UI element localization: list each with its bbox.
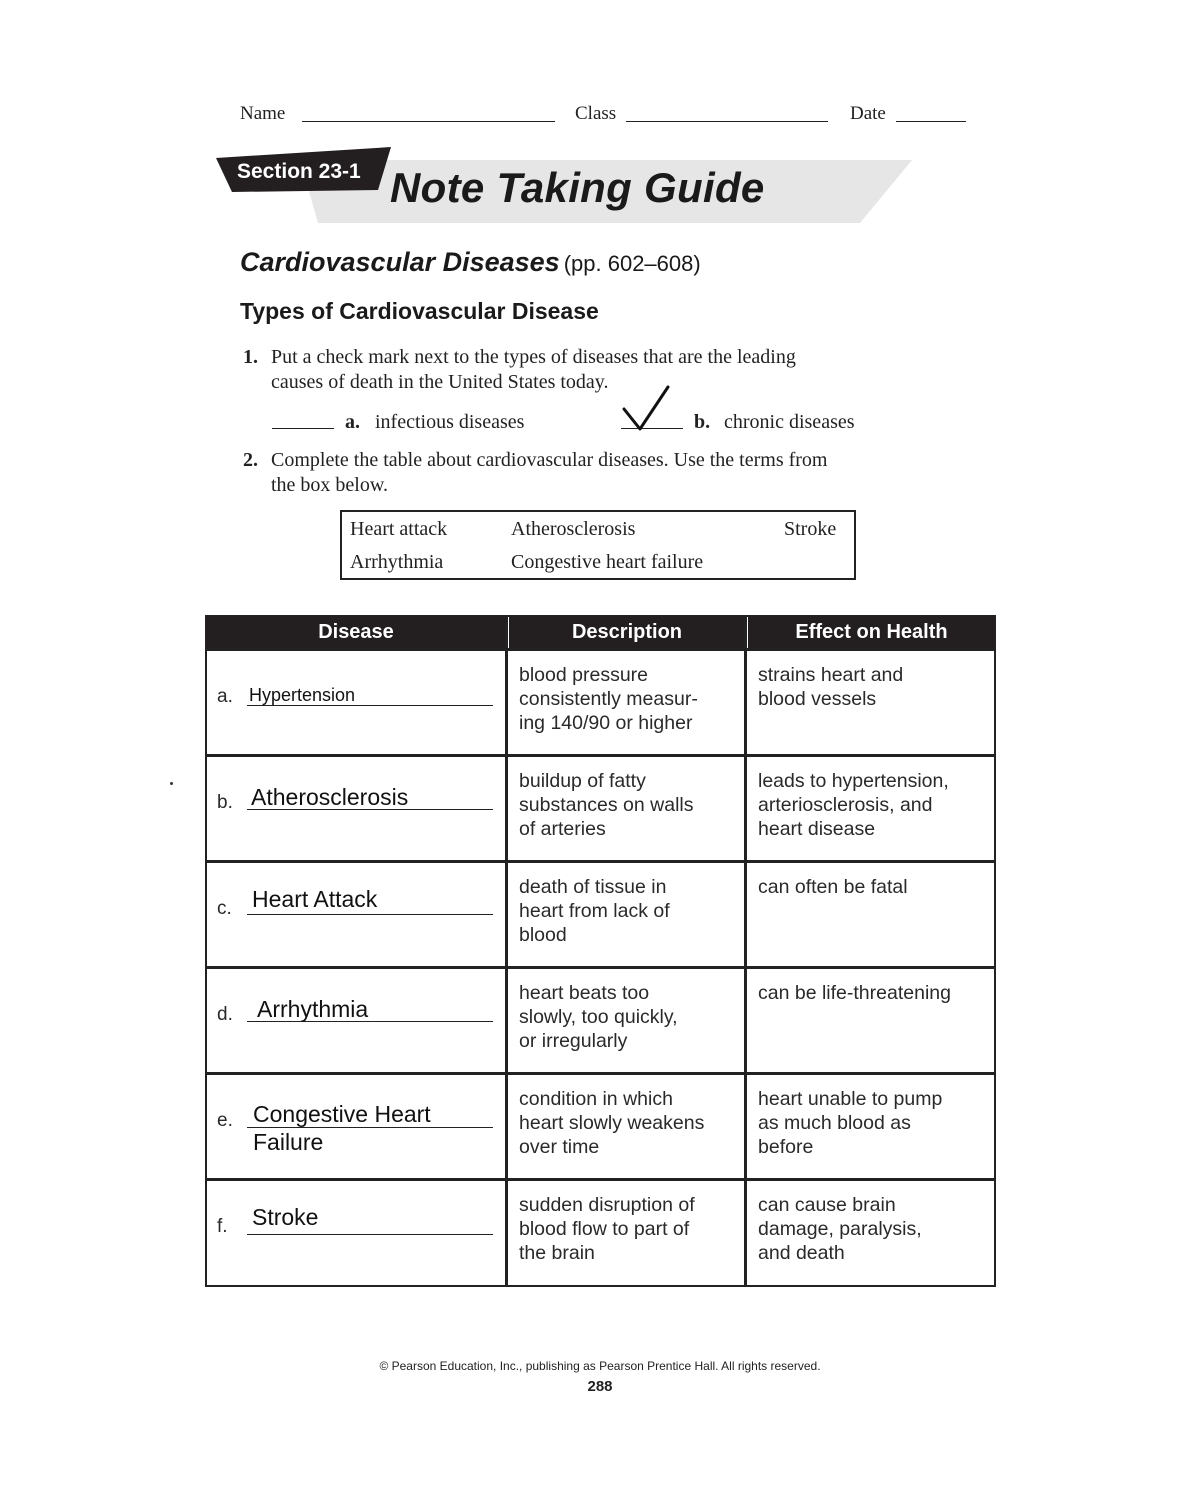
answer-text: Arrhythmia: [257, 996, 369, 1022]
row-letter: f.: [217, 1216, 228, 1237]
description-cell: blood pressure consistently measur- ing 140/90 or higher: [519, 664, 698, 734]
stray-dot: [170, 782, 173, 785]
row-divider: [205, 860, 996, 863]
answer-text: Atherosclerosis: [251, 784, 409, 810]
effect-cell: leads to hypertension, arteriosclerosis, and heart disease: [758, 770, 949, 840]
answer-field[interactable]: [247, 914, 493, 915]
description-cell: condition in which heart slowly weakens over time: [519, 1088, 705, 1158]
answer-field[interactable]: [247, 1234, 493, 1235]
class-label: Class: [575, 103, 617, 124]
term-arrhythmia: Arrhythmia: [350, 551, 444, 573]
row-divider: [205, 754, 996, 757]
page-number: 288: [587, 1378, 613, 1395]
question-2-text-line1: Complete the table about cardiovascular diseases. Use the terms from: [271, 449, 828, 471]
answer-text: Stroke: [252, 1204, 319, 1230]
name-label: Name: [240, 103, 286, 124]
column-header-description: Description: [509, 616, 745, 649]
option-b-text: chronic diseases: [724, 411, 855, 433]
answer-text: Congestive Heart: [253, 1101, 431, 1127]
answer-text: Heart Attack: [252, 886, 378, 912]
row-letter: b.: [217, 792, 233, 813]
checkmark-icon: [618, 383, 674, 433]
description-cell: heart beats too slowly, too quickly, or irregularly: [519, 982, 678, 1052]
term-atherosclerosis: Atherosclerosis: [511, 518, 636, 540]
option-a-text: infectious diseases: [375, 411, 525, 433]
description-cell: death of tissue in heart from lack of blood: [519, 876, 670, 946]
section-tag: Section 23-1: [237, 160, 361, 183]
chapter-heading: [240, 247, 701, 278]
chapter-pages: (pp. 602–608): [563, 251, 701, 276]
section-subheading: Types of Cardiovascular Disease: [240, 298, 599, 324]
question-2-text-line2: the box below.: [271, 474, 389, 496]
term-heart-attack: Heart attack: [350, 518, 448, 540]
term-stroke: Stroke: [784, 518, 837, 540]
row-letter: d.: [217, 1004, 233, 1025]
column-divider: [744, 615, 747, 1287]
column-divider: [505, 615, 508, 1287]
option-a-blank[interactable]: [272, 428, 334, 429]
answer-text-line2: Failure: [253, 1129, 324, 1155]
description-cell: sudden disruption of blood flow to part of the brain: [519, 1194, 695, 1264]
row-letter: a.: [217, 686, 233, 707]
option-b-letter: b.: [694, 411, 711, 433]
row-letter: c.: [217, 898, 232, 919]
effect-cell: can often be fatal: [758, 876, 908, 898]
question-1-text-line1: Put a check mark next to the types of diseases that are the leading: [271, 346, 796, 368]
copyright-notice: © Pearson Education, Inc., publishing as Pearson Prentice Hall. All rights reserved.: [379, 1359, 821, 1373]
question-2-number: 2.: [243, 449, 258, 471]
term-congestive-heart-failure: Congestive heart failure: [511, 551, 704, 573]
page-title: Note Taking Guide: [390, 164, 765, 211]
column-header-effect: Effect on Health: [748, 616, 995, 649]
effect-cell: can be life-threatening: [758, 982, 951, 1004]
description-cell: buildup of fatty substances on walls of arteries: [519, 770, 694, 840]
date-label: Date: [850, 103, 886, 124]
row-divider: [205, 1072, 996, 1075]
row-divider: [205, 648, 996, 651]
row-divider: [205, 1178, 996, 1181]
chapter-title: Cardiovascular Diseases: [240, 247, 560, 277]
effect-cell: strains heart and blood vessels: [758, 664, 904, 710]
question-1-number: 1.: [243, 346, 258, 368]
answer-text: Hypertension: [249, 685, 356, 705]
row-divider: [205, 966, 996, 969]
column-header-disease: Disease: [206, 616, 506, 649]
effect-cell: heart unable to pump as much blood as before: [758, 1088, 943, 1158]
option-a-letter: a.: [345, 411, 360, 433]
effect-cell: can cause brain damage, paralysis, and death: [758, 1194, 922, 1264]
question-1-text-line2: causes of death in the United States today.: [271, 371, 609, 393]
row-letter: e.: [217, 1110, 233, 1131]
